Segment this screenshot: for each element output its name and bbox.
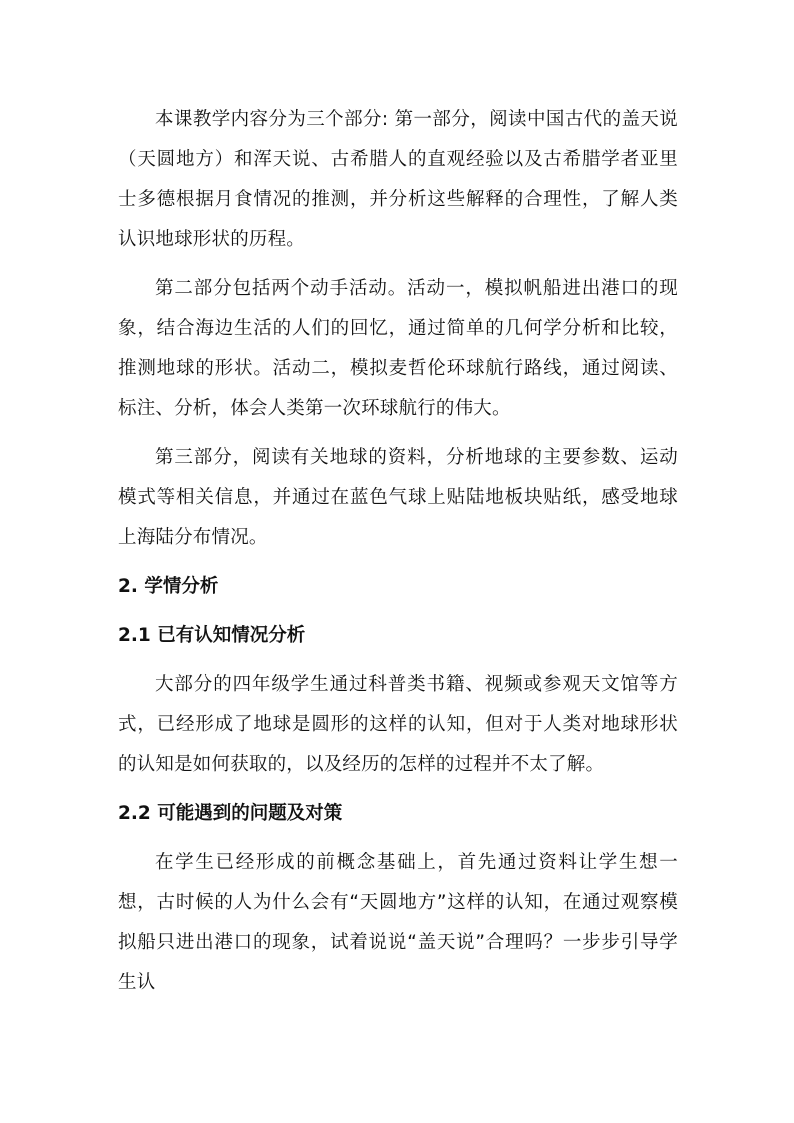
paragraph-hands-on-activities: 第二部分包括两个动手活动。活动一，模拟帆船进出港口的现象，结合海边生活的人们的回忆，通过简单的几何学分析和比较，推测地球的形状。活动二，模拟麦哲伦环球航行路线，通过阅读、标注、分析，体会人类第一次环球航行的伟大。 — [118, 278, 678, 419]
paragraph-problems-solutions: 在学生已经形成的前概念基础上，首先通过资料让学生想一想，古时候的人为什么会有“天圆地方”这样的认知，在通过观察模拟船只进出港口的现象，试着说说“盖天说”合理吗？一步步引导学生认 — [118, 852, 678, 993]
subsection-heading-problems-solutions: 2.2 可能遇到的问题及对策 — [118, 803, 343, 824]
section-heading-learner-analysis: 2. 学情分析 — [118, 576, 219, 597]
paragraph-earth-data: 第三部分，阅读有关地球的资料，分析地球的主要参数、运动模式等相关信息，并通过在蓝色气球上贴陆地板块贴纸，感受地球上海陆分布情况。 — [118, 447, 678, 548]
subsection-heading-prior-knowledge: 2.1 已有认知情况分析 — [118, 625, 306, 646]
paragraph-prior-knowledge: 大部分的四年级学生通过科普类书籍、视频或参观天文馆等方式，已经形成了地球是圆形的这样的认知，但对于人类对地球形状的认知是如何获取的，以及经历的怎样的过程并不太了解。 — [118, 674, 678, 775]
document-body — [118, 100, 678, 1003]
paragraph-teaching-content: 本课教学内容分为三个部分: 第一部分，阅读中国古代的盖天说（天圆地方）和浑天说、古希腊人的直观经验以及古希腊学者亚里士多德根据月食情况的推测，并分析这些解释的合理性，了解人类认识地球形状的历程。 — [118, 109, 678, 250]
